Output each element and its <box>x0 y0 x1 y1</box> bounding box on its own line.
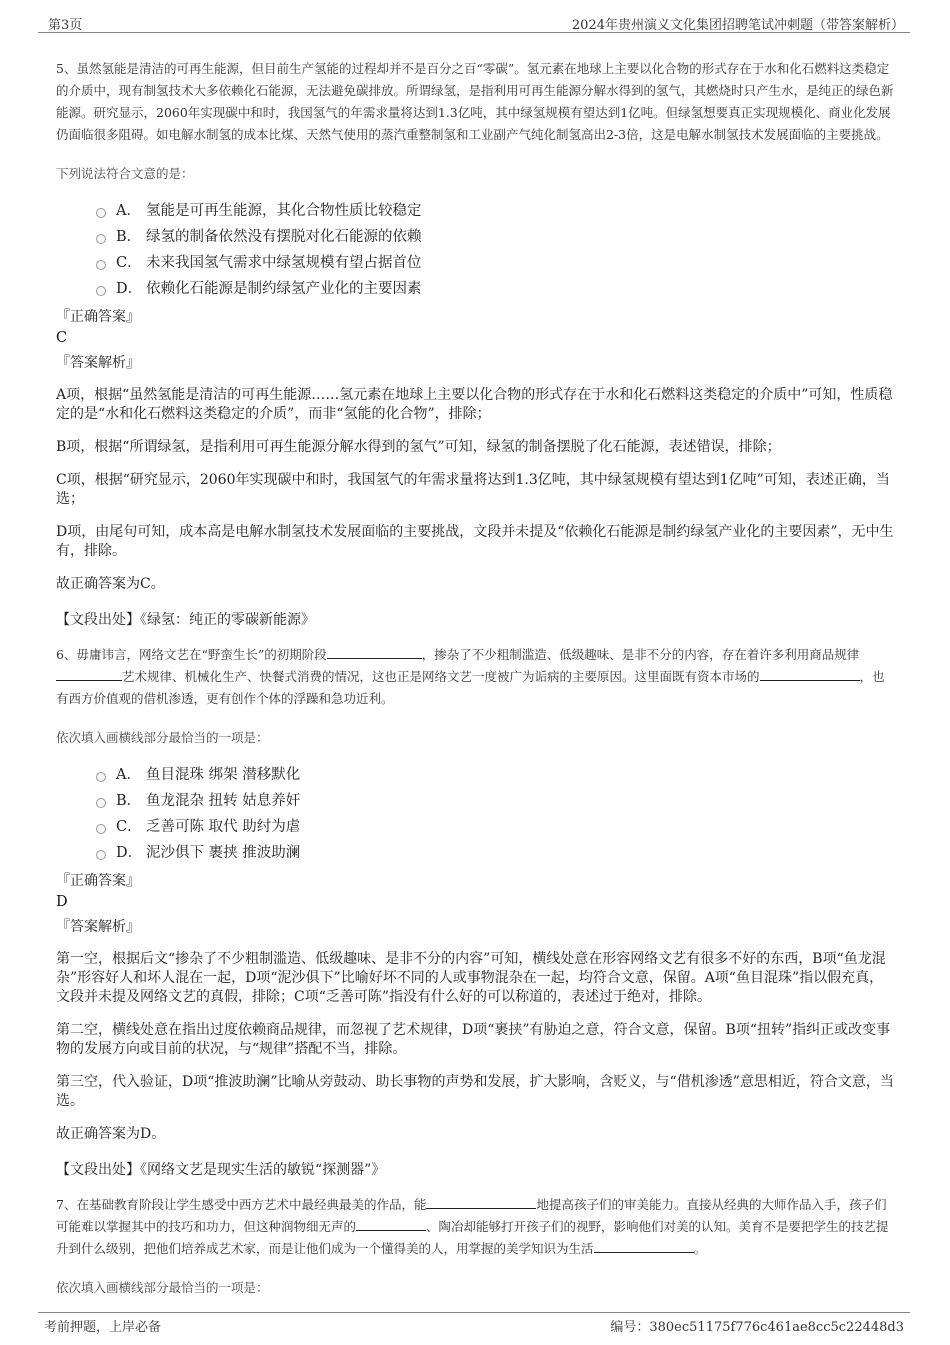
radio-icon[interactable] <box>96 234 106 244</box>
fill-blank[interactable] <box>327 645 422 659</box>
source-citation: 【文段出处】《网络文艺是现实生活的敏锐“探测器”》 <box>56 1162 386 1178</box>
analysis-paragraph: 第一空，根据后文“掺杂了不少粗制滥造、低级趣味、是非不分的内容”可知，横线处意在形容网络文艺有很多不好的东西，B项“鱼龙混杂”形容好人和坏人混在一起，D项“泥沙俱下”比喻好坏不同的人或事物混杂在一起，均符合文意，保留。A项“鱼目混珠”指以假充真，文段并未提及网络文艺的真假，排除；C项“乏善可陈”指没有什么好的可以称道的，表述过于绝对，排除。 <box>56 951 886 1005</box>
answer-value: D <box>56 894 68 910</box>
analysis-paragraph: B项，根据“所谓绿氢，是指利用可再生能源分解水得到的氢气”可知，绿氢的制备摆脱了化石能源，表述错误，排除； <box>56 439 781 455</box>
question-6-prompt: 依次填入画横线部分最恰当的一项是： <box>56 730 269 745</box>
answer-label: 『正确答案』 <box>56 873 140 889</box>
main-content <box>56 58 896 1312</box>
option-a[interactable]: A． 氢能是可再生能源，其化合物性质比较稳定 <box>96 198 896 224</box>
question-5-options <box>96 198 896 302</box>
fill-blank[interactable] <box>356 1217 426 1231</box>
fill-blank[interactable] <box>760 667 860 681</box>
analysis-label: 『答案解析』 <box>56 919 140 935</box>
analysis-conclusion: 故正确答案为C。 <box>56 576 165 592</box>
fill-blank[interactable] <box>426 1195 536 1209</box>
document-id: 编号：380ec51175f776c461ae8cc5c22448d3 <box>610 1320 904 1335</box>
option-c[interactable]: C． 未来我国氢气需求中绿氢规模有望占据首位 <box>96 250 896 276</box>
page-footer <box>38 1312 910 1335</box>
analysis-conclusion: 故正确答案为D。 <box>56 1126 166 1142</box>
fill-blank[interactable] <box>594 1239 694 1253</box>
question-5 <box>56 58 896 630</box>
analysis-label: 『答案解析』 <box>56 355 140 371</box>
option-c[interactable]: C． 乏善可陈 取代 助纣为虐 <box>96 814 896 840</box>
question-5-text: 5、虽然氢能是清洁的可再生能源，但目前生产氢能的过程却并不是百分之百“零碳”。氢元素在地球上主要以化合物的形式存在于水和化石燃料这类稳定的介质中，现有制氢技术大多依赖化石能源，无法避免碳排放。所谓绿氢，是指利用可再生能源分解水得到的氢气，其燃烧时只产生水，是纯正的绿色新能源。研究显示，2060年实现碳中和时，我国氢气的年需求量将达到1.3亿吨，其中绿氢规模有望达到1亿吨。但绿氢想要真正实现规模化、商业化发展仍面临很多阻碍。如电解水制氢的成本比煤、天然气使用的蒸汽重整制氢和工业副产气纯化制氢高出2-3倍，这是电解水制氢技术发展面临的主要挑战。 <box>56 61 894 142</box>
analysis-paragraph: 第三空，代入验证，D项“推波助澜”比喻从旁鼓动、助长事物的声势和发展，扩大影响，含贬义，与“借机渗透”意思相近，符合文意，当选。 <box>56 1074 894 1109</box>
footer-slogan: 考前押题，上岸必备 <box>44 1320 162 1335</box>
answer-label: 『正确答案』 <box>56 309 140 325</box>
analysis-paragraph: A项，根据“虽然氢能是清洁的可再生能源……氢元素在地球上主要以化合物的形式存在于水和化石燃料这类稳定的介质中”可知，性质稳定的是“水和化石燃料这类稳定的介质”，而非“氢能的化合物”，排除； <box>56 387 893 422</box>
radio-icon[interactable] <box>96 260 106 270</box>
page-number: 第3页 <box>48 18 83 33</box>
document-title: 2024年贵州演义文化集团招聘笔试冲刺题（带答案解析） <box>571 18 904 33</box>
option-d[interactable]: D． 依赖化石能源是制约绿氢产业化的主要因素 <box>96 276 896 302</box>
question-7 <box>56 1194 896 1298</box>
radio-icon[interactable] <box>96 208 106 218</box>
fill-blank[interactable] <box>56 667 122 681</box>
page-header <box>38 14 910 33</box>
question-7-prompt: 依次填入画横线部分最恰当的一项是： <box>56 1280 269 1295</box>
source-citation: 【文段出处】《绿氢：纯正的零碳新能源》 <box>56 612 315 628</box>
question-6 <box>56 644 896 1180</box>
analysis-paragraph: C项，根据“研究显示，2060年实现碳中和时，我国氢气的年需求量将达到1.3亿吨，其中绿氢规模有望达到1亿吨”可知，表述正确，当选； <box>56 472 890 507</box>
analysis-paragraph: D项，由尾句可知，成本高是电解水制氢技术发展面临的主要挑战，文段并未提及“依赖化石能源是制约绿氢产业化的主要因素”，无中生有，排除。 <box>56 524 894 559</box>
radio-icon[interactable] <box>96 850 106 860</box>
option-d[interactable]: D． 泥沙俱下 裹挟 推波助澜 <box>96 840 896 866</box>
radio-icon[interactable] <box>96 824 106 834</box>
radio-icon[interactable] <box>96 798 106 808</box>
question-7-text: 7、在基础教育阶段让学生感受中西方艺术中最经典最美的作品，能 地提高孩子们的审美能力。直接从经典的大师作品入手，孩子们可能难以掌握其中的技巧和功力，但这种润物细无声的 、陶冶却能够打开孩子们的视野，影响他们对美的认知。美育不是要把学生的技艺提升到什么级别，把他们培养成艺术家，而是让他们成为一个懂得美的人，用掌握的美学知识为生活 。 <box>56 1197 889 1256</box>
analysis-paragraph: 第二空，横线处意在指出过度依赖商品规律，而忽视了艺术规律，D项“裹挟”有胁迫之意，符合文意，保留。B项“扭转”指纠正或改变事物的发展方向或目前的状况，与“规律”搭配不当，排除。 <box>56 1022 891 1057</box>
question-5-prompt: 下列说法符合文意的是： <box>56 166 194 181</box>
answer-value: C <box>56 330 68 346</box>
radio-icon[interactable] <box>96 286 106 296</box>
option-a[interactable]: A． 鱼目混珠 绑架 潜移默化 <box>96 762 896 788</box>
question-6-options <box>96 762 896 866</box>
question-6-text: 6、毋庸讳言，网络文艺在“野蛮生长”的初期阶段 ，掺杂了不少粗制滥造、低级趣味、是非不分的内容，存在着许多利用商品规律艺术规律、机械化生产、快餐式消费的情况，这也正是网络文艺一度被广为诟病的主要原因。这里面既有资本市场的 ，也有西方价值观的借机渗透，更有创作个体的浮躁和急功近利。 <box>56 647 885 706</box>
option-b[interactable]: B． 绿氢的制备依然没有摆脱对化石能源的依赖 <box>96 224 896 250</box>
option-b[interactable]: B． 鱼龙混杂 扭转 姑息养奸 <box>96 788 896 814</box>
radio-icon[interactable] <box>96 772 106 782</box>
